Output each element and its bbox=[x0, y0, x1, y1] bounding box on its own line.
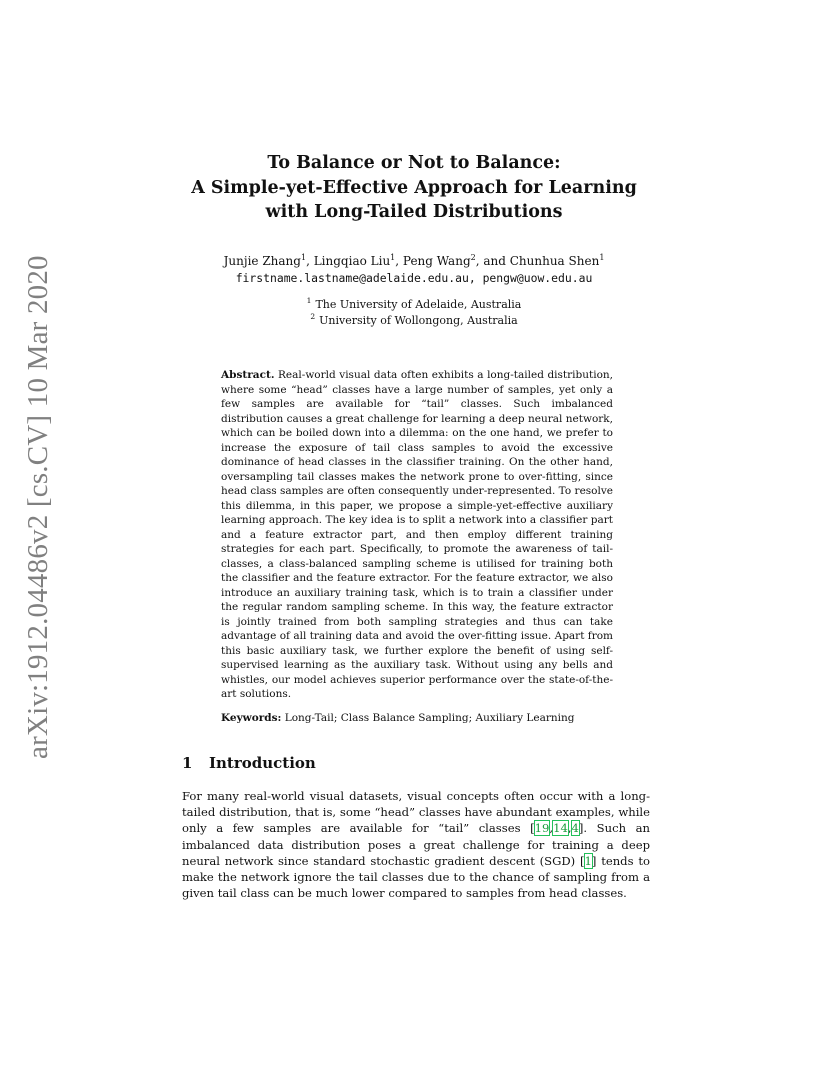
title-line-3: with Long-Tailed Distributions bbox=[265, 202, 563, 222]
introduction-paragraph bbox=[182, 788, 650, 901]
author-affiliation-mark: 1 bbox=[300, 253, 307, 262]
affiliation-2 bbox=[0, 313, 828, 329]
keywords bbox=[221, 711, 621, 726]
intro-text-part-3: ] tends to make the network ignore the tail classes due to the chance of sampling from a given tail class can be much lower compared to samples from head classes. bbox=[182, 853, 650, 901]
paper-title bbox=[0, 151, 828, 225]
abstract-text: Real-world visual data often exhibits a long-tailed distribution, where some “head” classes have a large number of samples, yet only a few samples are available for “tail” classes. Such imbalanced distribution causes a great challenge for learning a deep neural network, which can be boiled down into a dilemma: on the one hand, we prefer to increase the exposure of tail class samples to avoid the excessive dominance of head classes in the classifier training. On the other hand, oversampling tail classes makes the network prone to over-fitting, since head class samples are often consequently under-represented. To resolve this dilemma, in this paper, we propose a simple-yet-effective auxiliary learning approach. The key idea is to split a network into a classifier part and a feature extractor part, and then employ different training strategies for each part. Specifically, to promote the awareness of tail-classes, a class-balanced sampling scheme is utilised for training both the classifier and the feature extractor. For the feature extractor, we also introduce an auxiliary training task, which is to train a classifier under the regular random sampling scheme. In this way, the feature extractor is jointly trained from both sampling strategies and thus can take advantage of all training data and avoid the over-fitting issue. Apart from this basic auxiliary task, we further explore the benefit of using self-supervised learning as the auxiliary task. Without using any bells and whistles, our model achieves superior performance over the state-of-the-art solutions. bbox=[221, 369, 614, 700]
keywords-text: Long-Tail; Class Balance Sampling; Auxiliary Learning bbox=[284, 712, 575, 724]
citation-link[interactable]: 14 bbox=[553, 821, 568, 836]
title-line-2: A Simple-yet-Effective Approach for Learning bbox=[191, 177, 637, 198]
citation-link[interactable]: 4 bbox=[571, 821, 579, 836]
intro-text-part-2: ]. Such an imbalanced data distribution poses a great challenge for training a deep neural network since standard stochastic gradient descent (SGD) [ bbox=[182, 821, 650, 868]
author-name: Junjie Zhang bbox=[223, 254, 301, 268]
author-separator: , and bbox=[475, 254, 510, 268]
author-affiliation-mark: 1 bbox=[390, 253, 396, 262]
author-name: Peng Wang bbox=[402, 254, 471, 268]
abstract-label: Abstract. bbox=[221, 369, 275, 381]
author-names bbox=[0, 253, 828, 270]
arxiv-identifier: arXiv:1912.04486v2 [cs.CV] 10 Mar 2020 bbox=[22, 255, 54, 759]
author-affiliation-mark: 2 bbox=[470, 253, 476, 262]
citation-comma: , bbox=[549, 821, 554, 836]
title-line-1: To Balance or Not to Balance: bbox=[267, 153, 561, 173]
affiliation-mark: 1 bbox=[306, 296, 312, 306]
author-name: Chunhua Shen bbox=[509, 254, 600, 268]
author-separator: , bbox=[306, 254, 314, 268]
affiliation-mark: 2 bbox=[310, 311, 316, 321]
author-emails bbox=[0, 270, 828, 287]
affiliations bbox=[0, 297, 828, 328]
author-affiliation-mark: 1 bbox=[599, 253, 605, 262]
affiliation-name: University of Wollongong, Australia bbox=[319, 313, 518, 327]
section-heading-introduction bbox=[182, 753, 316, 773]
keywords-label: Keywords: bbox=[221, 712, 282, 724]
section-title: Introduction bbox=[209, 754, 316, 772]
email-adelaide[interactable]: firstname.lastname@adelaide.edu.au bbox=[235, 271, 469, 285]
affiliation-name: The University of Adelaide, Australia bbox=[315, 298, 522, 311]
intro-text-part-1: For many real-world visual datasets, visual concepts often occur with a long-tailed distribution, that is, some “head” classes have abundant examples, while only a few samples are available for “tail” classes [ bbox=[182, 789, 650, 836]
citation-link[interactable]: 19 bbox=[534, 821, 550, 836]
abstract bbox=[221, 368, 613, 702]
affiliation-1 bbox=[0, 297, 828, 313]
email-separator: , bbox=[468, 271, 483, 285]
author-separator: , bbox=[395, 254, 403, 268]
section-number: 1 bbox=[182, 754, 193, 772]
author-block bbox=[0, 253, 828, 287]
author-name: Lingqiao Liu bbox=[313, 254, 391, 268]
citation-link[interactable]: 1 bbox=[584, 853, 592, 868]
email-wollongong[interactable]: pengw@uow.edu.au bbox=[482, 271, 593, 285]
citation-comma: , bbox=[567, 821, 572, 836]
